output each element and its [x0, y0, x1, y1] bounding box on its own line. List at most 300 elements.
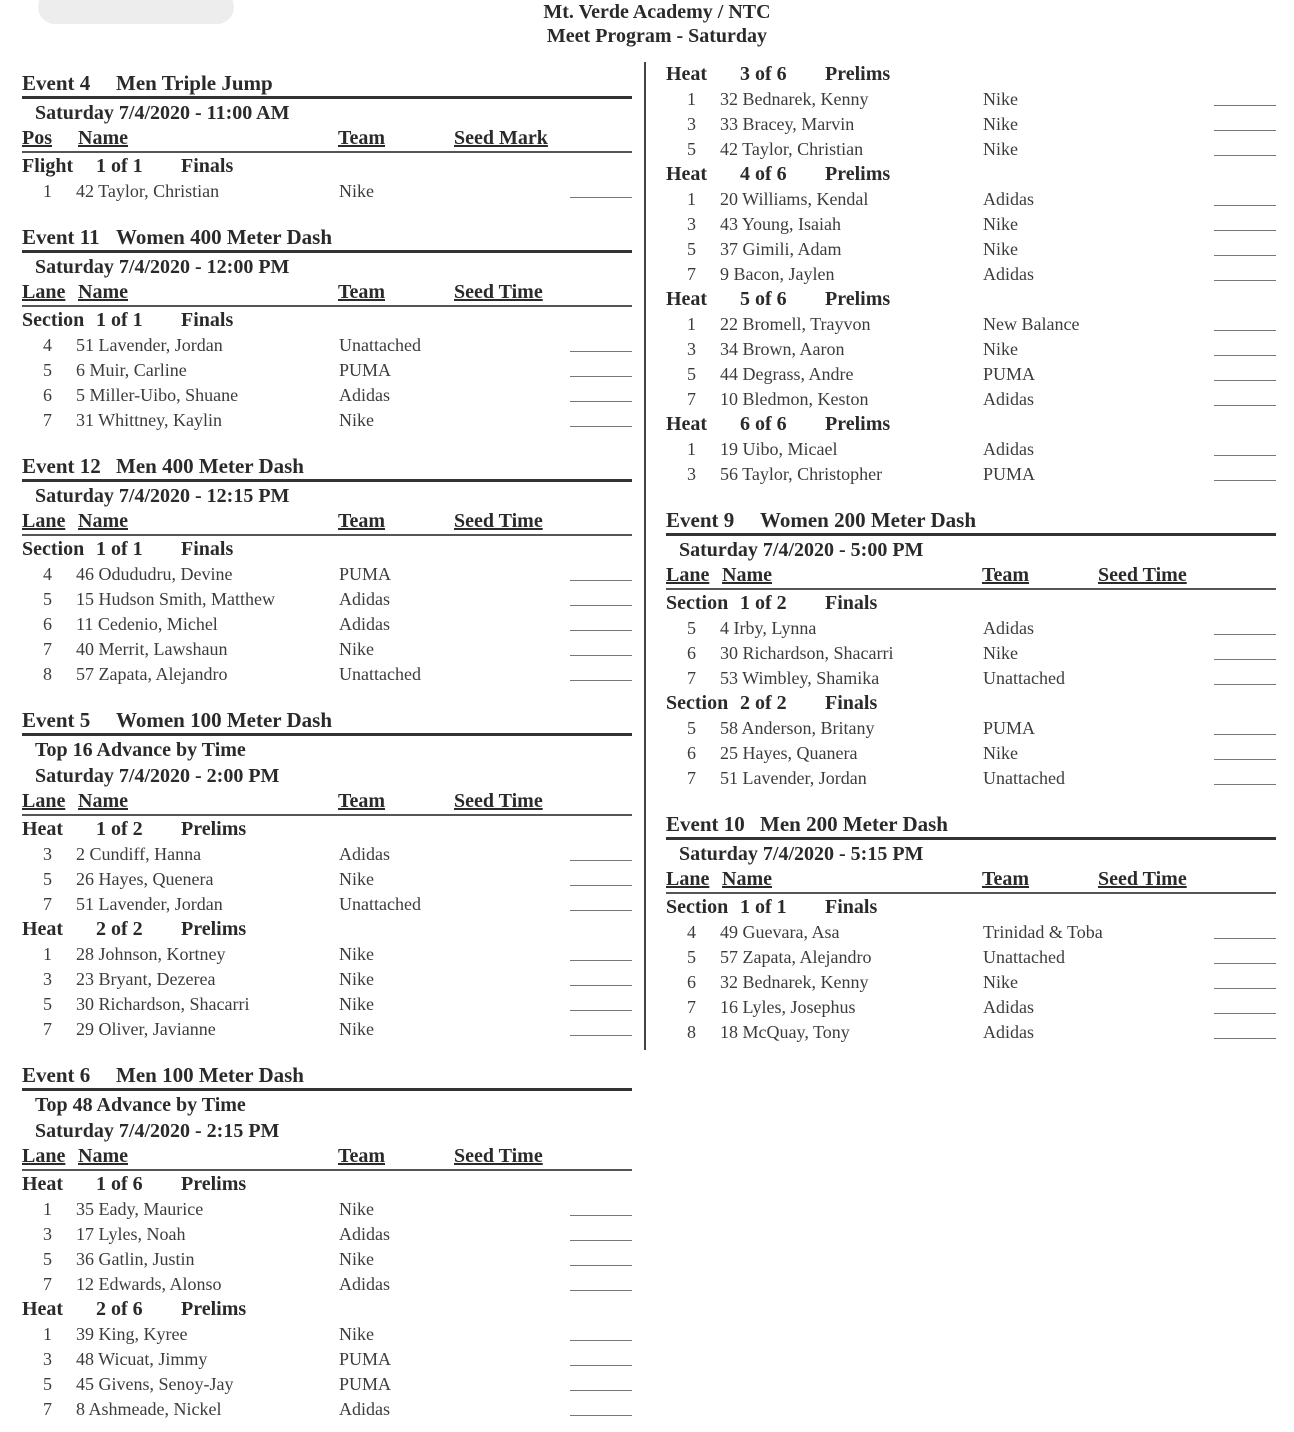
entry-row — [666, 212, 1276, 237]
athlete-name: 33 Bracey, Marvin — [720, 114, 855, 134]
column-header: Name — [78, 127, 128, 149]
group-type: Heat — [22, 1173, 64, 1195]
team-name: Adidas — [339, 844, 390, 864]
entry-row — [22, 1017, 632, 1042]
event-block — [22, 445, 632, 687]
seed-blank-line — [1214, 155, 1276, 156]
team-name: Nike — [339, 1019, 374, 1039]
seed-blank-line — [570, 885, 632, 886]
seed-blank-line — [1214, 255, 1276, 256]
entry-row — [666, 741, 1276, 766]
column-header: Name — [78, 790, 128, 812]
athlete-name: 45 Givens, Senoy-Jay — [76, 1374, 234, 1394]
entry-row — [22, 333, 632, 358]
seed-blank-line — [570, 1415, 632, 1416]
seed-blank-line — [1214, 684, 1276, 685]
entry-row — [22, 1272, 632, 1297]
spacer — [22, 1042, 632, 1054]
group-heading — [666, 691, 1276, 716]
group-type: Section — [22, 309, 85, 331]
event-title: Women 400 Meter Dash — [116, 225, 332, 249]
lane-number: 7 — [687, 997, 696, 1017]
team-name: Nike — [983, 89, 1018, 109]
lane-number: 7 — [43, 894, 52, 914]
group-heading — [666, 895, 1276, 920]
event-block — [22, 62, 632, 204]
athlete-name: 9 Bacon, Jaylen — [720, 264, 835, 284]
group-count: 2 of 2 — [740, 692, 787, 714]
column-header: Lane — [22, 510, 66, 532]
lane-number: 5 — [687, 364, 696, 384]
athlete-name: 57 Zapata, Alejandro — [720, 947, 872, 967]
entry-row — [22, 1222, 632, 1247]
entry-row — [22, 358, 632, 383]
group-heading — [22, 817, 632, 842]
team-name: Adidas — [339, 1224, 390, 1244]
team-name: Adidas — [339, 385, 390, 405]
seed-blank-line — [1214, 280, 1276, 281]
column-header: Seed Time — [454, 510, 543, 532]
athlete-name: 42 Taylor, Christian — [720, 139, 864, 159]
event-block — [22, 1054, 632, 1422]
lane-number: 5 — [43, 1374, 52, 1394]
group-count: 5 of 6 — [740, 288, 787, 310]
entry-row — [22, 383, 632, 408]
group-count: 1 of 2 — [740, 592, 787, 614]
team-name: Nike — [983, 339, 1018, 359]
column-header: Team — [982, 564, 1030, 586]
group-type: Heat — [22, 818, 64, 840]
team-name: Nike — [983, 114, 1018, 134]
column-header: Lane — [22, 790, 66, 812]
lane-number: 6 — [687, 643, 696, 663]
seed-blank-line — [570, 1035, 632, 1036]
entry-row — [22, 637, 632, 662]
lane-number: 8 — [43, 664, 52, 684]
lane-number: 5 — [43, 1249, 52, 1269]
entry-row — [666, 237, 1276, 262]
lane-number: 1 — [43, 181, 52, 201]
entry-row — [666, 920, 1276, 945]
column-header: Team — [338, 510, 386, 532]
athlete-name: 31 Whittney, Kaylin — [76, 410, 222, 430]
athlete-name: 29 Oliver, Javianne — [76, 1019, 216, 1039]
lane-number: 3 — [687, 214, 696, 234]
athlete-name: 30 Richardson, Shacarri — [76, 994, 250, 1014]
athlete-name: 5 Miller-Uibo, Shuane — [76, 385, 239, 405]
entry-row — [22, 1247, 632, 1272]
athlete-name: 34 Brown, Aaron — [720, 339, 845, 359]
group-round: Finals — [181, 155, 234, 177]
group-round: Finals — [825, 896, 878, 918]
column-header: Team — [338, 127, 386, 149]
seed-blank-line — [1214, 380, 1276, 381]
group-round: Prelims — [825, 63, 891, 85]
seed-blank-line — [570, 985, 632, 986]
athlete-name: 30 Richardson, Shacarri — [720, 643, 894, 663]
spacer — [22, 433, 632, 445]
lane-number: 3 — [687, 339, 696, 359]
event-block — [22, 699, 632, 1042]
lane-number: 3 — [687, 464, 696, 484]
entry-row — [22, 1322, 632, 1347]
lane-number: 7 — [43, 1274, 52, 1294]
event-title: Men 200 Meter Dash — [760, 812, 948, 836]
team-name: Adidas — [983, 189, 1034, 209]
athlete-name: 49 Guevara, Asa — [720, 922, 840, 942]
spacer — [22, 687, 632, 699]
seed-blank-line — [570, 580, 632, 581]
column-header: Name — [722, 868, 772, 890]
seed-blank-line — [570, 680, 632, 681]
lane-number: 6 — [43, 385, 52, 405]
seed-blank-line — [1214, 230, 1276, 231]
athlete-name: 58 Anderson, Britany — [720, 718, 875, 738]
entry-row — [666, 766, 1276, 791]
column-header: Lane — [666, 564, 710, 586]
team-name: Adidas — [983, 389, 1034, 409]
lane-number: 3 — [43, 1224, 52, 1244]
seed-blank-line — [1214, 355, 1276, 356]
group-heading — [666, 287, 1276, 312]
lane-number: 1 — [43, 944, 52, 964]
seed-blank-line — [570, 1365, 632, 1366]
athlete-name: 51 Lavender, Jordan — [720, 768, 867, 788]
event-number: Event 12 — [22, 454, 101, 478]
group-round: Prelims — [825, 413, 891, 435]
seed-blank-line — [1214, 130, 1276, 131]
seed-blank-line — [570, 376, 632, 377]
seed-blank-line — [1214, 1013, 1276, 1014]
lane-number: 5 — [687, 618, 696, 638]
column-header: Lane — [22, 1145, 66, 1167]
team-name: PUMA — [339, 1349, 392, 1369]
column-divider — [644, 62, 646, 1050]
athlete-name: 51 Lavender, Jordan — [76, 335, 223, 355]
group-heading — [22, 308, 632, 333]
entry-row — [22, 867, 632, 892]
column-header: Name — [78, 510, 128, 532]
column-header: Lane — [22, 281, 66, 303]
seed-blank-line — [1214, 455, 1276, 456]
column-header: Seed Time — [1098, 564, 1187, 586]
athlete-name: 40 Merrit, Lawshaun — [76, 639, 228, 659]
event-block — [666, 803, 1276, 1045]
team-name: New Balance — [983, 314, 1080, 334]
lane-number: 3 — [43, 844, 52, 864]
group-count: 1 of 1 — [740, 896, 787, 918]
lane-number: 7 — [687, 264, 696, 284]
athlete-name: 44 Degrass, Andre — [720, 364, 854, 384]
column-header: Seed Time — [454, 790, 543, 812]
entry-row — [22, 179, 632, 204]
column-header: Seed Time — [454, 1145, 543, 1167]
group-round: Prelims — [181, 1173, 247, 1195]
athlete-name: 20 Williams, Kendal — [720, 189, 869, 209]
group-type: Section — [666, 896, 729, 918]
column-header: Lane — [666, 868, 710, 890]
seed-blank-line — [1214, 634, 1276, 635]
group-type: Flight — [22, 155, 74, 177]
entry-row — [22, 1397, 632, 1422]
seed-blank-line — [570, 426, 632, 427]
group-heading — [22, 917, 632, 942]
group-round: Finals — [825, 592, 878, 614]
athlete-name: 10 Bledmon, Keston — [720, 389, 869, 409]
seed-blank-line — [1214, 988, 1276, 989]
group-count: 1 of 1 — [96, 155, 143, 177]
lane-number: 6 — [687, 743, 696, 763]
column-headers — [666, 562, 1276, 590]
entry-row — [666, 137, 1276, 162]
team-name: Unattached — [339, 335, 421, 355]
athlete-name: 16 Lyles, Josephus — [720, 997, 856, 1017]
event-info-line: Saturday 7/4/2020 - 2:00 PM — [35, 765, 280, 787]
seed-blank-line — [1214, 480, 1276, 481]
athlete-name: 53 Wimbley, Shamika — [720, 668, 880, 688]
team-name: Nike — [339, 639, 374, 659]
seed-blank-line — [570, 1010, 632, 1011]
group-round: Finals — [181, 309, 234, 331]
group-type: Heat — [666, 163, 708, 185]
team-name: Adidas — [983, 997, 1034, 1017]
team-name: PUMA — [339, 564, 392, 584]
athlete-name: 37 Gimili, Adam — [720, 239, 842, 259]
event-info-line: Saturday 7/4/2020 - 5:00 PM — [679, 539, 924, 561]
seed-blank-line — [570, 1215, 632, 1216]
team-name: Nike — [983, 643, 1018, 663]
seed-blank-line — [570, 197, 632, 198]
group-type: Heat — [22, 1298, 64, 1320]
event-heading — [22, 62, 632, 96]
group-count: 2 of 2 — [96, 918, 143, 940]
team-name: PUMA — [983, 364, 1036, 384]
column-header: Team — [338, 1145, 386, 1167]
entry-row — [22, 1197, 632, 1222]
entry-row — [666, 312, 1276, 337]
event-number: Event 10 — [666, 812, 745, 836]
team-name: Nike — [339, 410, 374, 430]
lane-number: 5 — [43, 994, 52, 1014]
team-name: Nike — [983, 139, 1018, 159]
seed-blank-line — [570, 630, 632, 631]
event-block — [22, 216, 632, 433]
event-info-line: Top 48 Advance by Time — [35, 1094, 246, 1116]
entry-row — [666, 262, 1276, 287]
group-heading — [22, 537, 632, 562]
seed-blank-line — [570, 1340, 632, 1341]
entry-row — [22, 1347, 632, 1372]
team-name: Nike — [983, 239, 1018, 259]
seed-blank-line — [570, 910, 632, 911]
team-name: PUMA — [339, 360, 392, 380]
column-header: Team — [338, 790, 386, 812]
athlete-name: 32 Bednarek, Kenny — [720, 89, 869, 109]
lane-number: 5 — [687, 947, 696, 967]
event-heading — [22, 445, 632, 479]
athlete-name: 26 Hayes, Quenera — [76, 869, 214, 889]
lane-number: 6 — [43, 614, 52, 634]
seed-blank-line — [570, 1290, 632, 1291]
team-name: Nike — [983, 972, 1018, 992]
team-name: Adidas — [339, 614, 390, 634]
athlete-name: 25 Hayes, Quanera — [720, 743, 858, 763]
event-title: Men Triple Jump — [116, 71, 273, 95]
entry-row — [22, 942, 632, 967]
column-header: Team — [982, 868, 1030, 890]
group-count: 1 of 2 — [96, 818, 143, 840]
event-number: Event 11 — [22, 225, 100, 249]
event-number: Event 4 — [22, 71, 91, 95]
group-count: 1 of 6 — [96, 1173, 143, 1195]
event-number: Event 5 — [22, 708, 91, 732]
column-header: Name — [78, 1145, 128, 1167]
event-number: Event 9 — [666, 508, 735, 532]
entry-row — [22, 562, 632, 587]
athlete-name: 35 Eady, Maurice — [76, 1199, 204, 1219]
lane-number: 3 — [43, 969, 52, 989]
left-column — [22, 62, 632, 1422]
team-name: Adidas — [339, 589, 390, 609]
lane-number: 5 — [687, 718, 696, 738]
seed-blank-line — [1214, 1038, 1276, 1039]
event-heading — [666, 499, 1276, 533]
team-name: Unattached — [983, 768, 1065, 788]
team-name: Nike — [983, 214, 1018, 234]
entry-row — [666, 641, 1276, 666]
entry-row — [666, 87, 1276, 112]
column-headers — [666, 866, 1276, 894]
athlete-name: 6 Muir, Carline — [76, 360, 187, 380]
entry-row — [666, 362, 1276, 387]
lane-number: 4 — [43, 564, 52, 584]
group-heading — [22, 154, 632, 179]
event-info-line: Saturday 7/4/2020 - 2:15 PM — [35, 1120, 280, 1142]
lane-number: 1 — [687, 189, 696, 209]
athlete-name: 42 Taylor, Christian — [76, 181, 220, 201]
athlete-name: 8 Ashmeade, Nickel — [76, 1399, 222, 1419]
meet-title: Mt. Verde Academy / NTC — [543, 1, 771, 23]
athlete-name: 23 Bryant, Dezerea — [76, 969, 216, 989]
entry-row — [666, 1020, 1276, 1045]
group-heading — [666, 591, 1276, 616]
seed-blank-line — [570, 1390, 632, 1391]
entry-row — [22, 408, 632, 433]
entry-row — [666, 462, 1276, 487]
entry-row — [666, 616, 1276, 641]
lane-number: 6 — [687, 972, 696, 992]
athlete-name: 48 Wicuat, Jimmy — [76, 1349, 208, 1369]
seed-blank-line — [1214, 405, 1276, 406]
athlete-name: 28 Johnson, Kortney — [76, 944, 226, 964]
event-title: Women 100 Meter Dash — [116, 708, 332, 732]
athlete-name: 17 Lyles, Noah — [76, 1224, 186, 1244]
team-name: Nike — [339, 869, 374, 889]
seed-blank-line — [570, 860, 632, 861]
group-type: Heat — [666, 288, 708, 310]
event-info-line: Saturday 7/4/2020 - 5:15 PM — [679, 843, 924, 865]
athlete-name: 57 Zapata, Alejandro — [76, 664, 228, 684]
team-name: Adidas — [983, 264, 1034, 284]
lane-number: 8 — [687, 1022, 696, 1042]
team-name: Adidas — [983, 618, 1034, 638]
column-header: Pos — [22, 127, 52, 149]
lane-number: 7 — [687, 668, 696, 688]
lane-number: 7 — [43, 1019, 52, 1039]
entry-row — [666, 945, 1276, 970]
group-heading — [666, 62, 1276, 87]
column-header: Team — [338, 281, 386, 303]
event-block — [666, 499, 1276, 791]
lane-number: 1 — [687, 314, 696, 334]
lane-number: 4 — [43, 335, 52, 355]
lane-number: 7 — [43, 1399, 52, 1419]
column-header: Seed Time — [454, 281, 543, 303]
lane-number: 7 — [43, 639, 52, 659]
entry-row — [22, 842, 632, 867]
lane-number: 7 — [43, 410, 52, 430]
team-name: Nike — [339, 969, 374, 989]
group-heading — [666, 162, 1276, 187]
seed-blank-line — [570, 401, 632, 402]
athlete-name: 39 King, Kyree — [76, 1324, 188, 1344]
entry-row — [22, 967, 632, 992]
seed-blank-line — [1214, 759, 1276, 760]
seed-blank-line — [1214, 784, 1276, 785]
lane-number: 5 — [687, 239, 696, 259]
team-name: PUMA — [339, 1374, 392, 1394]
group-round: Prelims — [825, 288, 891, 310]
athlete-name: 32 Bednarek, Kenny — [720, 972, 869, 992]
spacer — [22, 204, 632, 216]
group-heading — [22, 1297, 632, 1322]
column-header: Name — [722, 564, 772, 586]
team-name: Unattached — [983, 668, 1065, 688]
event-title: Women 200 Meter Dash — [760, 508, 976, 532]
event-info-line: Saturday 7/4/2020 - 12:00 PM — [35, 256, 290, 278]
seed-blank-line — [570, 605, 632, 606]
lane-number: 1 — [687, 89, 696, 109]
team-name: Trinidad & Toba — [983, 922, 1103, 942]
group-count: 1 of 1 — [96, 538, 143, 560]
group-type: Heat — [666, 63, 708, 85]
team-name: Unattached — [339, 664, 421, 684]
lane-number: 5 — [687, 139, 696, 159]
group-round: Finals — [825, 692, 878, 714]
athlete-name: 46 Odududru, Devine — [76, 564, 233, 584]
entry-row — [666, 666, 1276, 691]
team-name: Unattached — [983, 947, 1065, 967]
entry-row — [666, 387, 1276, 412]
team-name: Nike — [339, 1324, 374, 1344]
seed-blank-line — [570, 1265, 632, 1266]
seed-blank-line — [1214, 205, 1276, 206]
athlete-name: 12 Edwards, Alonso — [76, 1274, 222, 1294]
team-name: Unattached — [339, 894, 421, 914]
seed-blank-line — [1214, 330, 1276, 331]
entry-row — [22, 587, 632, 612]
athlete-name: 18 McQuay, Tony — [720, 1022, 850, 1042]
column-headers — [22, 788, 632, 816]
event-heading — [22, 699, 632, 733]
group-type: Heat — [22, 918, 64, 940]
athlete-name: 36 Gatlin, Justin — [76, 1249, 195, 1269]
program-subtitle: Meet Program - Saturday — [546, 25, 768, 47]
event-heading — [22, 1054, 632, 1088]
column-headers — [22, 279, 632, 307]
athlete-name: 19 Uibo, Micael — [720, 439, 838, 459]
athlete-name: 4 Irby, Lynna — [720, 618, 817, 638]
